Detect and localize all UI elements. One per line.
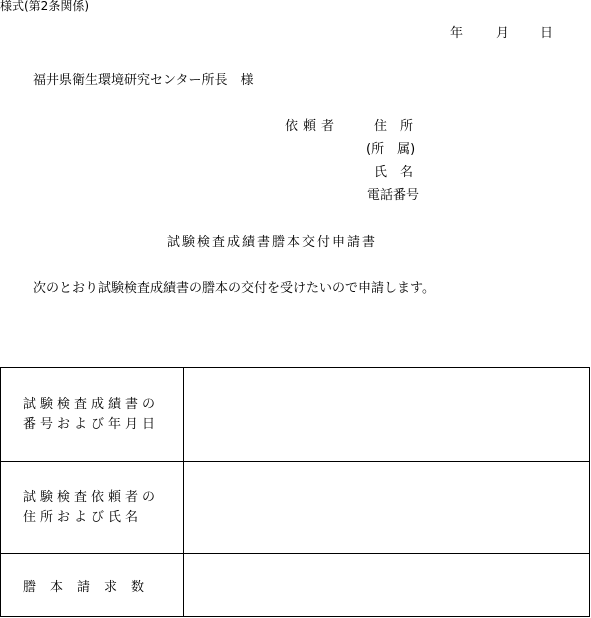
number-date-field[interactable] [184,368,590,462]
table-row [1,368,590,462]
table-label-cell [1,368,184,462]
document-title: 試験検査成績書謄本交付申請書 [167,235,378,250]
date-year-label: 年 [450,26,464,41]
phone-label: 電話番号 [367,188,420,203]
row3-label: 謄本請求数 [23,579,159,595]
name-label: 氏 名 [374,165,414,180]
form-number: 様式(第2条関係) [0,0,89,13]
date-month-label: 月 [496,26,510,41]
applicant-address-name-field[interactable] [184,462,590,554]
table-row [1,554,590,617]
row2-label-line1: 試験検査依頼者の [23,489,160,505]
table-label-cell [1,554,184,617]
table-row [1,462,590,554]
body-text: 次のとおり試験検査成績書の謄本の交付を受けたいので申請します。 [33,281,435,296]
affiliation-label: (所 属) [366,142,416,157]
application-table [0,367,590,617]
copy-count-field[interactable] [184,554,590,617]
address-label: 住 所 [374,119,414,134]
applicant-label: 依頼者 [285,119,340,134]
date-day-label: 日 [540,26,554,41]
table-label-cell [1,462,184,554]
row2-label-line2: 住所および氏名 [23,509,143,525]
row1-label-line2: 番号および年月日 [23,416,160,432]
addressee: 福井県衛生環境研究センター所長 様 [33,73,254,88]
row1-label-line1: 試験検査成績書の [23,396,160,412]
